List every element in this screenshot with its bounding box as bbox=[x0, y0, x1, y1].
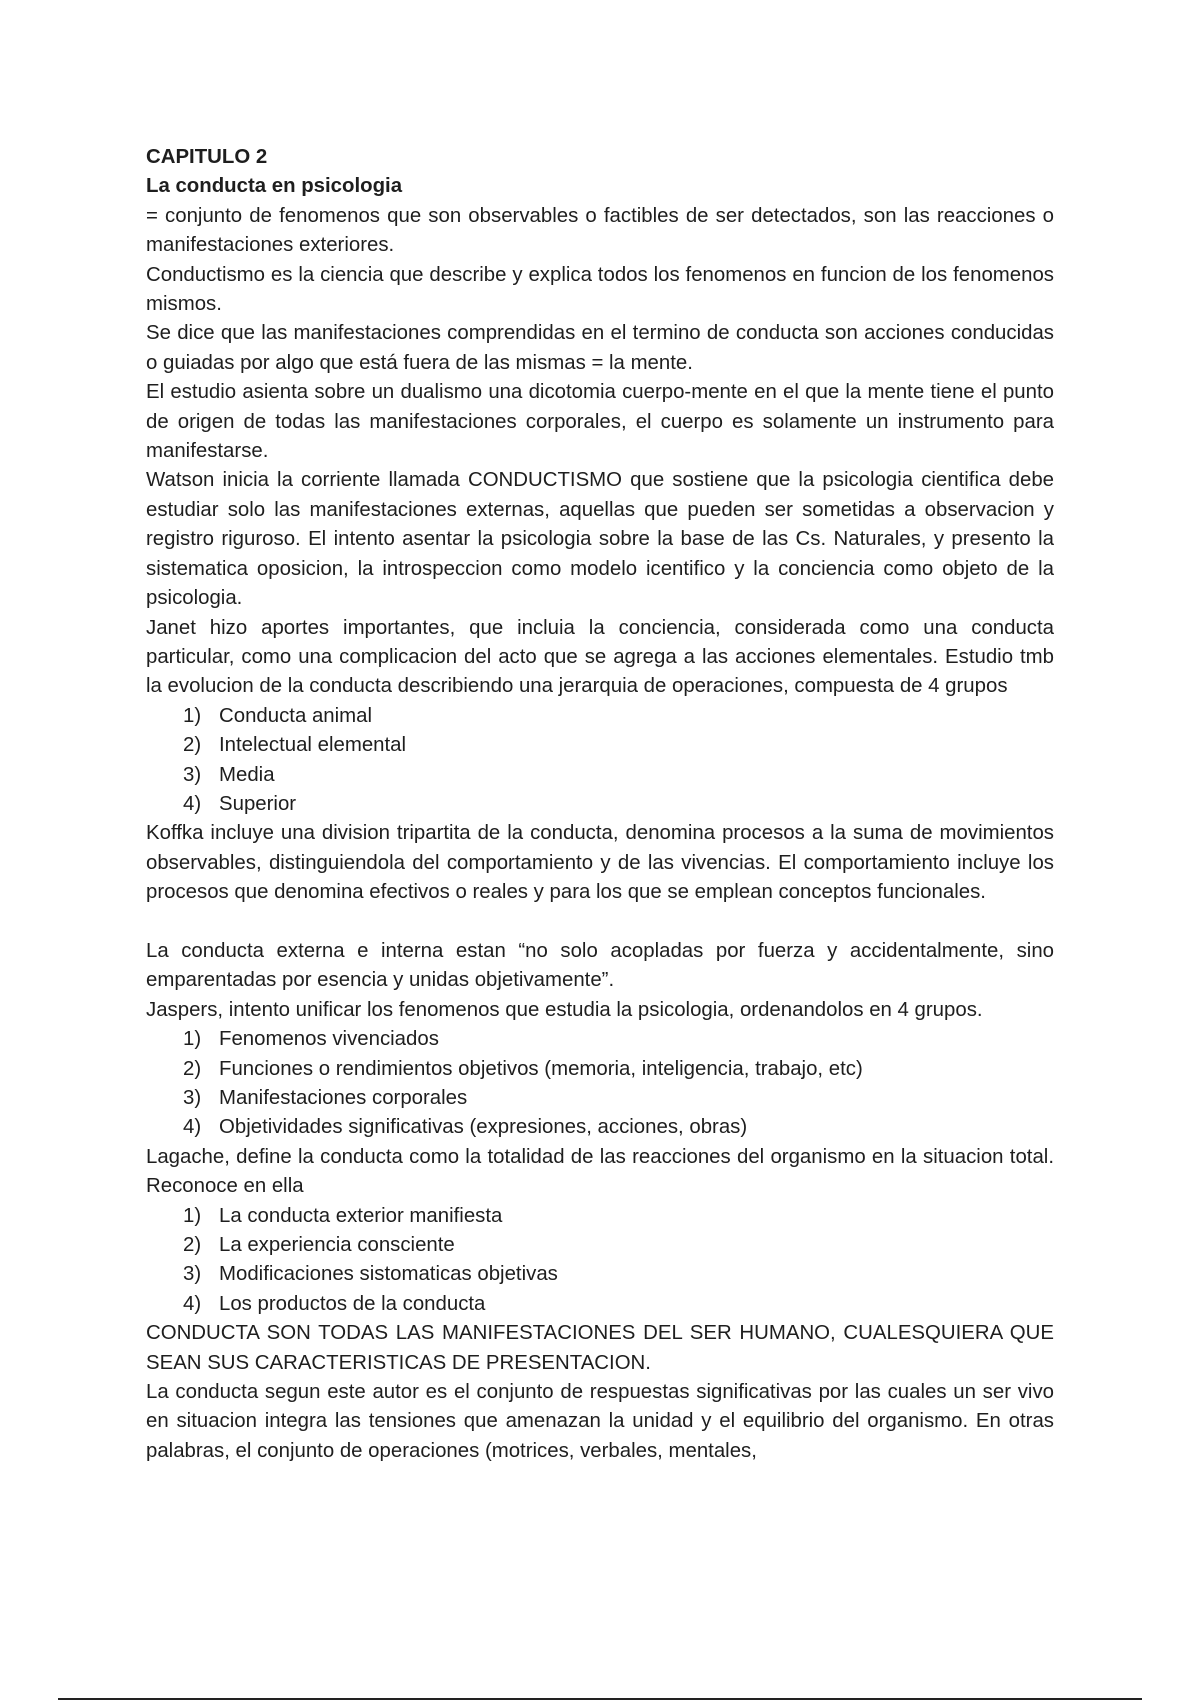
list-text: Funciones o rendimientos objetivos (memoria, inteligencia, trabajo, etc) bbox=[219, 1057, 863, 1080]
list-item bbox=[183, 761, 1054, 790]
list-item bbox=[183, 1231, 1054, 1260]
list-number: 2) bbox=[183, 1057, 202, 1080]
section-title: La conducta en psicologia bbox=[146, 175, 403, 198]
list-number: 4) bbox=[183, 1292, 202, 1315]
paragraph: Janet hizo aportes importantes, que incluia la conciencia, considerada como una conducta particular, como una complicacion del acto que se agrega a las acciones elementales. Estudio tmb la evolucion de la conducta describiendo una jerarquia de operaciones, compuesta de 4 grupos bbox=[146, 616, 1054, 698]
list-text: La conducta exterior manifiesta bbox=[219, 1204, 503, 1227]
list-text: Superior bbox=[219, 792, 297, 815]
list-number: 3) bbox=[183, 1263, 202, 1286]
blank-line bbox=[146, 908, 1054, 937]
list-text: Objetividades significativas (expresiones, acciones, obras) bbox=[219, 1116, 748, 1139]
list-text: Intelectual elemental bbox=[219, 734, 407, 757]
paragraph: Jaspers, intento unificar los fenomenos que estudia la psicologia, ordenandolos en 4 grupos. bbox=[146, 998, 983, 1021]
list-number: 2) bbox=[183, 1234, 202, 1257]
paragraph: La conducta segun este autor es el conjunto de respuestas significativas por las cuales un ser vivo en situacion integra las tensiones que amenazan la unidad y el equilibrio del organismo. En otras palabras, el conjunto de operaciones (motrices, verbales, mentales, bbox=[146, 1381, 1054, 1462]
paragraph: Koffka incluye una division tripartita de la conducta, denomina procesos a la suma de movimientos observables, distinguiendola del comportamiento y de las vivencias. El comportamiento incluye los procesos que denomina efectivos o reales y para los que se emplean conceptos funcionales. bbox=[146, 822, 1054, 904]
list-text: Fenomenos vivenciados bbox=[219, 1028, 439, 1051]
list-text: Modificaciones sistomaticas objetivas bbox=[219, 1263, 558, 1286]
list-number: 3) bbox=[183, 1086, 202, 1109]
list-item bbox=[183, 1290, 1054, 1319]
list-text: Conducta animal bbox=[219, 704, 373, 727]
list-item bbox=[183, 1055, 1054, 1084]
list-item bbox=[183, 1260, 1054, 1289]
paragraph: = conjunto de fenomenos que son observables o factibles de ser detectados, son las reacciones o manifestaciones exteriores. bbox=[146, 204, 1054, 257]
jaspers-list bbox=[146, 1025, 1054, 1143]
paragraph: El estudio asienta sobre un dualismo una dicotomia cuerpo-mente en el que la mente tiene el punto de origen de todas las manifestaciones corporales, el cuerpo es solamente un instrumento para manifestarse. bbox=[146, 381, 1054, 463]
paragraph: Watson inicia la corriente llamada CONDUCTISMO que sostiene que la psicologia cientifica debe estudiar solo las manifestaciones externas, aquellas que pueden ser sometidas a observacion y registro riguroso. El intento asentar la psicologia sobre la base de las Cs. Naturales, y presento la sistematica oposicion, la introspeccion como modelo icentifico y la conciencia como objeto de la psicologia. bbox=[146, 469, 1054, 610]
list-number: 2) bbox=[183, 734, 202, 757]
list-item bbox=[183, 1202, 1054, 1231]
paragraph: Se dice que las manifestaciones comprendidas en el termino de conducta son acciones conducidas o guiadas por algo que está fuera de las mismas = la mente. bbox=[146, 322, 1054, 374]
list-number: 4) bbox=[183, 792, 202, 815]
list-text: Manifestaciones corporales bbox=[219, 1086, 468, 1109]
list-item bbox=[183, 731, 1054, 760]
list-number: 1) bbox=[183, 1204, 202, 1227]
paragraph: CONDUCTA SON TODAS LAS MANIFESTACIONES DEL SER HUMANO, CUALESQUIERA QUE SEAN SUS CARACTERISTICAS DE PRESENTACION. bbox=[146, 1322, 1054, 1374]
list-text: Los productos de la conducta bbox=[219, 1292, 486, 1315]
paragraph: Lagache, define la conducta como la totalidad de las reacciones del organismo en la situacion total. Reconoce en ella bbox=[146, 1145, 1054, 1198]
list-number: 4) bbox=[183, 1116, 202, 1139]
list-text: Media bbox=[219, 763, 275, 786]
lagache-list bbox=[146, 1202, 1054, 1320]
list-text: La experiencia consciente bbox=[219, 1234, 455, 1257]
list-number: 1) bbox=[183, 1028, 202, 1051]
chapter-heading: CAPITULO 2 bbox=[146, 146, 268, 168]
list-item bbox=[183, 1084, 1054, 1113]
list-number: 3) bbox=[183, 763, 202, 786]
paragraph: La conducta externa e interna estan “no solo acopladas por fuerza y accidentalmente, sino emparentadas por esencia y unidas objetivamente”. bbox=[146, 939, 1054, 992]
list-item bbox=[183, 1113, 1054, 1142]
list-item bbox=[183, 790, 1054, 819]
document-page bbox=[146, 143, 1054, 1466]
list-item bbox=[183, 1025, 1054, 1054]
list-item bbox=[183, 702, 1054, 731]
list-number: 1) bbox=[183, 704, 202, 727]
paragraph: Conductismo es la ciencia que describe y explica todos los fenomenos en funcion de los fenomenos mismos. bbox=[146, 263, 1054, 316]
janet-list bbox=[146, 702, 1054, 820]
